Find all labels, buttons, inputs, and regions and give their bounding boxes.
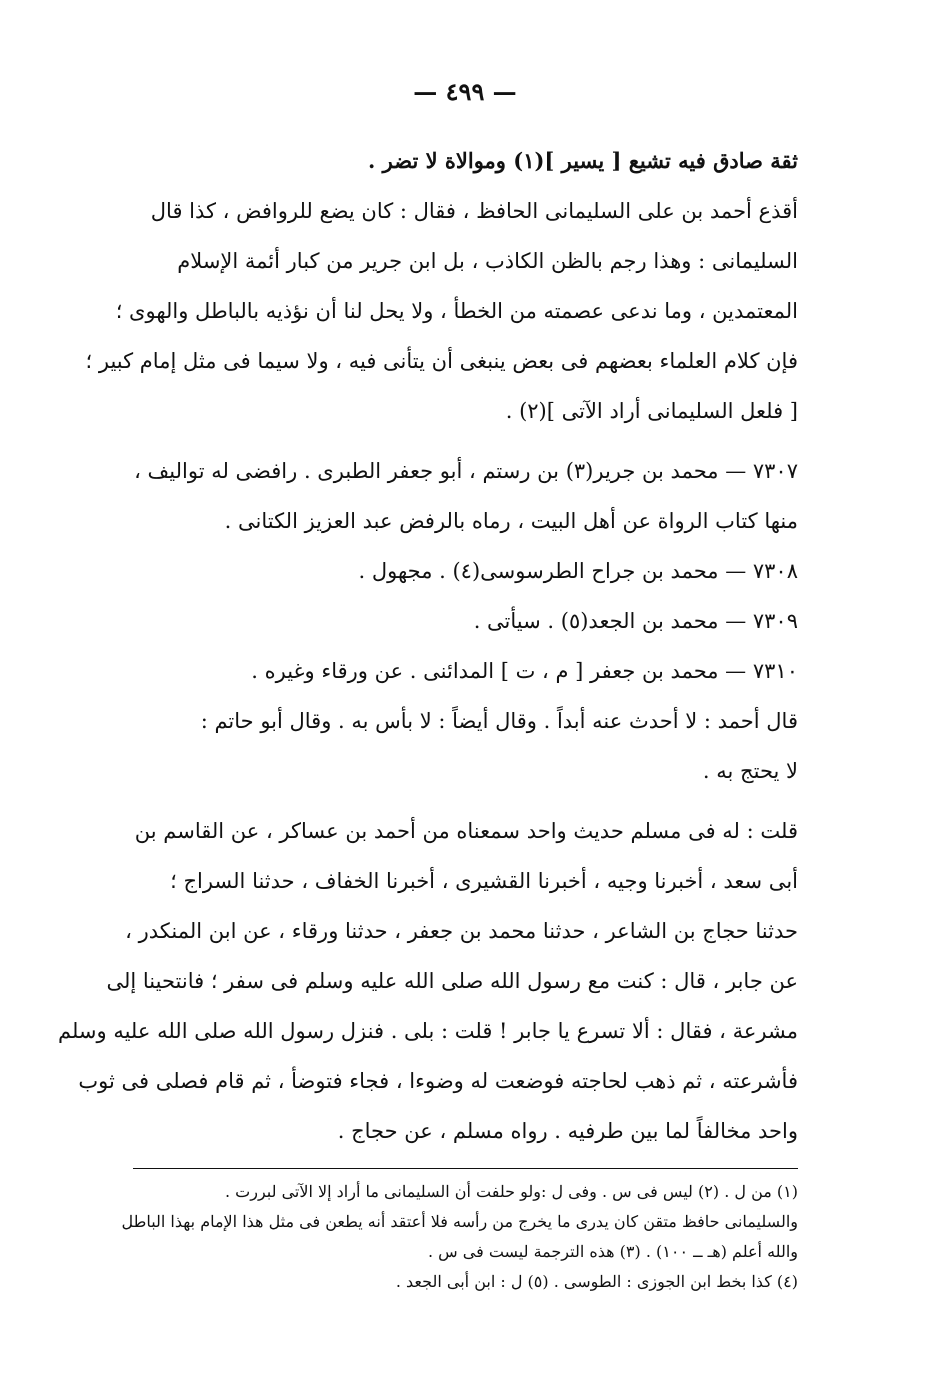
page-number: — ٤٩٩ —: [413, 77, 517, 106]
body-text: [57, 136, 798, 1156]
body-line: عن جابر ، قال : كنت مع رسول الله صلى الله عليه وسلم فى سفر ؛ فانتحينا إلى: [106, 969, 798, 993]
body-line: مشرعة ، فقال : ألا تسرع يا جابر ! قلت : بلى . فنزل رسول الله صلى الله عليه وسلم: [57, 1019, 798, 1043]
footnotes: [121, 1177, 798, 1297]
body-line: السليمانى : وهذا رجم بالظن الكاذب ، بل ابن جرير من كبار أئمة الإسلام: [177, 249, 798, 273]
body-line: منها كتاب الرواة عن أهل البيت ، رماه بالرفض عبد العزيز الكتانى .: [224, 509, 798, 533]
body-line: أبى سعد ، أخبرنا وجيه ، أخبرنا القشيرى ، أخبرنا الخفاف ، حدثنا السراج ؛: [170, 869, 798, 893]
footnote-line: والله أعلم (هـ ــ ١٠٠) . (٣) هذه الترجمة ليست فى س .: [427, 1242, 798, 1261]
footnote-line: (١) من ل . (٢) ليس فى س . وفى ل :ولو حلفت أن السليمانى ما أراد إلا الآتى لبررت .: [225, 1182, 798, 1201]
body-line: فأشرعته ، ثم ذهب لحاجته فوضعت له وضوءا ، فجاء فتوضأ ، ثم قام فصلى فى ثوب: [78, 1069, 798, 1093]
body-line: واحد مخالفاً لما بين طرفيه . رواه مسلم ، عن حجاج .: [337, 1119, 798, 1143]
entry-7309: ٧٣٠٩ — محمد بن الجعد(٥) . سيأتى .: [473, 609, 798, 633]
footnote-divider: [133, 1168, 798, 1169]
body-line: لا يحتج به .: [702, 759, 798, 783]
body-line: المعتمدين ، وما ندعى عصمته من الخطأ ، ولا يحل لنا أن نؤذيه بالباطل والهوى ؛: [115, 299, 798, 323]
entry-7308: ٧٣٠٨ — محمد بن جراح الطرسوسى(٤) . مجهول .: [358, 559, 798, 583]
body-line: حدثنا حجاج بن الشاعر ، حدثنا محمد بن جعفر ، حدثنا ورقاء ، عن ابن المنكدر ،: [125, 919, 798, 943]
body-line: قلت : له فى مسلم حديث واحد سمعناه من أحمد بن عساكر ، عن القاسم بن: [134, 819, 798, 843]
entry-7310: ٧٣١٠ — محمد بن جعفر [ م ، ت ] المدائنى . عن ورقاء وغيره .: [251, 659, 798, 683]
body-line: [ فلعل السليمانى أراد الآتى ](٢) .: [505, 399, 798, 423]
entry-7307: ٧٣٠٧ — محمد بن جرير(٣) بن رستم ، أبو جعفر الطبرى . رافضى له تواليف ،: [134, 459, 798, 483]
body-line: ثقة صادق فيه تشيع [ يسير ](١) وموالاة لا تضر .: [368, 148, 798, 173]
footnote-line: والسليمانى حافظ متقن كان يدرى ما يخرج من رأسه فلا أعتقد أنه يطعن فى مثل هذا الإمام بهذا الباطل: [121, 1212, 798, 1231]
body-line: فإن كلام العلماء بعضهم فى بعض ينبغى أن يتأنى فيه ، ولا سيما فى مثل إمام كبير ؛: [85, 349, 798, 373]
body-line: قال أحمد : لا أحدث عنه أبداً . وقال أيضاً : لا بأس به . وقال أبو حاتم :: [200, 709, 798, 733]
body-line: أقذع أحمد بن على السليمانى الحافظ ، فقال : كان يضع للروافض ، كذا قال: [150, 199, 798, 223]
footnote-line: (٤) كذا بخط ابن الجوزى : الطوسى . (٥) ل : ابن أبى الجعد .: [395, 1272, 798, 1291]
